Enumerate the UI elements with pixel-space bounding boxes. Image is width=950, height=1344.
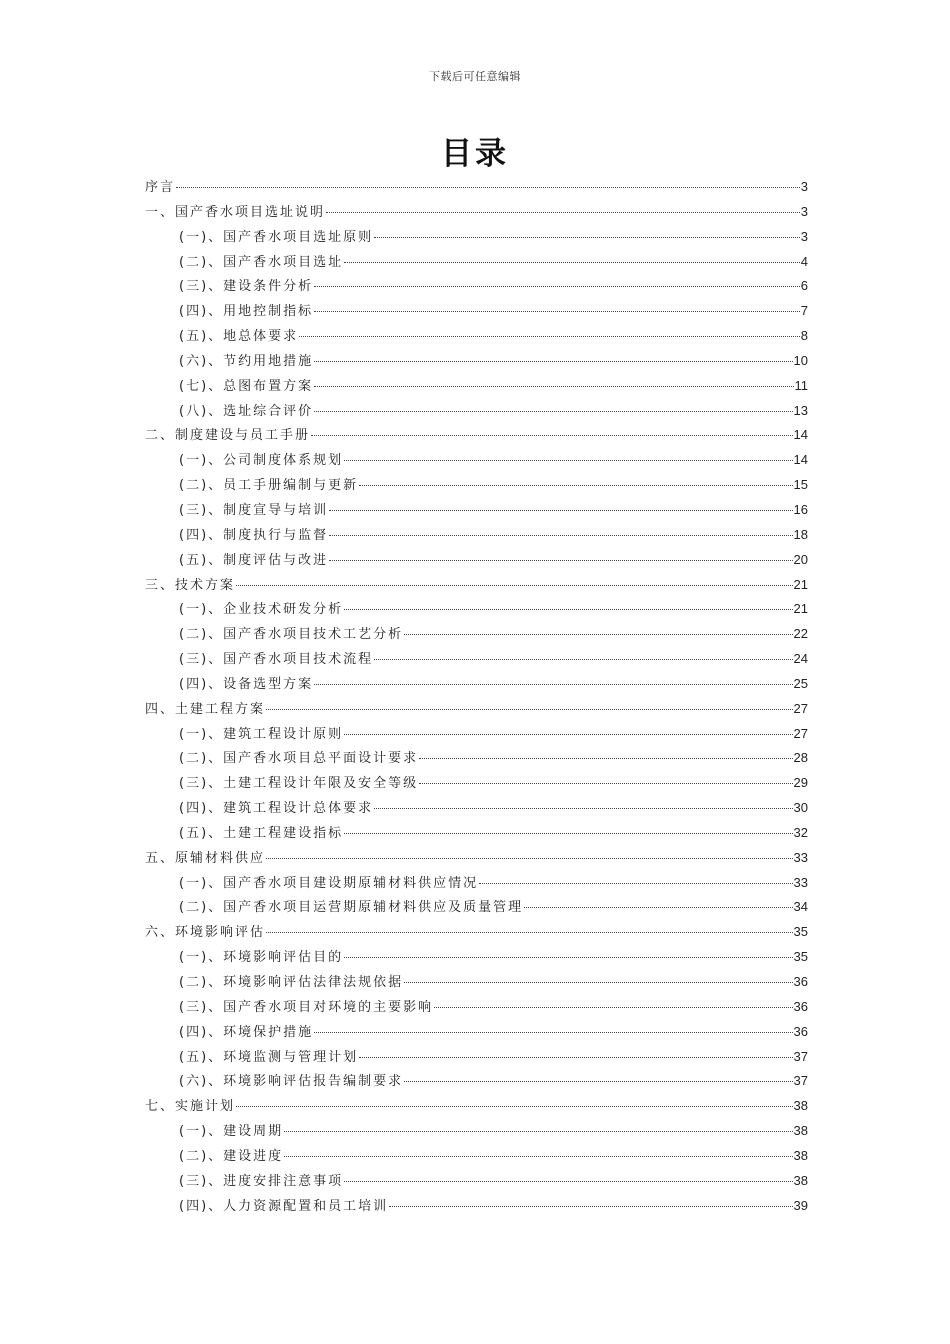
toc-section-entry[interactable] xyxy=(145,324,808,349)
toc-entry-page-number: 3 xyxy=(800,179,808,194)
toc-section-entry[interactable] xyxy=(145,448,808,473)
toc-entry-label: (四)、建筑工程设计总体要求 xyxy=(179,801,374,817)
toc-entry-page-number: 14 xyxy=(793,452,808,468)
toc-section-entry[interactable] xyxy=(145,1069,808,1094)
toc-entry-page-number: 36 xyxy=(793,1023,808,1039)
toc-entry-label: (二)、国产香水项目技术工艺分析 xyxy=(179,627,404,643)
toc-entry-page-number: 18 xyxy=(793,526,808,542)
toc-section-entry[interactable] xyxy=(145,1169,808,1194)
toc-entry-label: (六)、环境影响评估报告编制要求 xyxy=(179,1074,404,1090)
toc-entry-label: (七)、总图布置方案 xyxy=(179,378,314,394)
toc-section-entry[interactable] xyxy=(145,523,808,548)
dot-leader xyxy=(266,932,793,933)
toc-entry-page-number: 8 xyxy=(800,328,808,344)
toc-section-entry[interactable] xyxy=(145,349,808,374)
toc-chapter-entry[interactable] xyxy=(145,697,808,722)
toc-entry-label: (四)、制度执行与监督 xyxy=(179,527,329,543)
dot-leader xyxy=(266,858,793,859)
toc-entry-label: (三)、建设条件分析 xyxy=(179,279,314,295)
dot-leader xyxy=(314,311,800,312)
toc-chapter-entry[interactable] xyxy=(145,920,808,945)
toc-chapter-entry[interactable] xyxy=(145,423,808,448)
toc-entry-page-number: 13 xyxy=(793,402,808,418)
header-note: 下载后可任意编辑 xyxy=(429,70,521,83)
dot-leader xyxy=(374,237,800,238)
toc-section-entry[interactable] xyxy=(145,821,808,846)
toc-section-entry[interactable] xyxy=(145,647,808,672)
toc-entry-label: (五)、环境监测与管理计划 xyxy=(179,1049,359,1065)
toc-entry-label: (四)、用地控制指标 xyxy=(179,304,314,320)
toc-entry-page-number: 33 xyxy=(793,874,808,890)
toc-entry-label: 三、技术方案 xyxy=(145,577,236,593)
toc-entry-page-number: 32 xyxy=(793,824,808,840)
dot-leader xyxy=(314,361,792,362)
toc-entry-label: 一、国产香水项目选址说明 xyxy=(145,204,326,220)
toc-section-entry[interactable] xyxy=(145,1020,808,1045)
dot-leader xyxy=(419,758,792,759)
toc-entry-page-number: 38 xyxy=(793,1172,808,1188)
dot-leader xyxy=(419,783,792,784)
toc-section-entry[interactable] xyxy=(145,771,808,796)
toc-entry-page-number: 4 xyxy=(800,253,808,269)
dot-leader xyxy=(299,336,800,337)
toc-section-entry[interactable] xyxy=(145,299,808,324)
toc-entry-label: 四、土建工程方案 xyxy=(145,701,266,717)
toc-entry-label: (五)、制度评估与改进 xyxy=(179,552,329,568)
toc-section-entry[interactable] xyxy=(145,1194,808,1219)
dot-leader xyxy=(404,634,792,635)
toc-entry-page-number: 6 xyxy=(800,278,808,294)
toc-chapter-entry[interactable] xyxy=(145,573,808,598)
toc-entry-label: (三)、制度宣导与培训 xyxy=(179,502,329,518)
toc-entry-label: (一)、公司制度体系规划 xyxy=(179,453,344,469)
toc-chapter-entry[interactable] xyxy=(145,1094,808,1119)
toc-entry-label: (一)、建设周期 xyxy=(179,1124,284,1140)
toc-section-entry[interactable] xyxy=(145,274,808,299)
dot-leader xyxy=(314,1032,792,1033)
dot-leader xyxy=(344,734,792,735)
toc-entry-label: (三)、进度安排注意事项 xyxy=(179,1173,344,1189)
toc-entry-page-number: 34 xyxy=(793,899,808,915)
toc-entry-label: (五)、地总体要求 xyxy=(179,329,299,345)
toc-section-entry[interactable] xyxy=(145,1045,808,1070)
toc-section-entry[interactable] xyxy=(145,746,808,771)
toc-entry-page-number: 28 xyxy=(793,750,808,766)
toc-section-entry[interactable] xyxy=(145,597,808,622)
toc-entry-label: (三)、国产香水项目技术流程 xyxy=(179,652,374,668)
toc-entry-label: (八)、选址综合评价 xyxy=(179,403,314,419)
toc-entry-label: (二)、国产香水项目总平面设计要求 xyxy=(179,751,419,767)
toc-section-entry[interactable] xyxy=(145,722,808,747)
dot-leader xyxy=(284,1131,792,1132)
dot-leader xyxy=(329,535,792,536)
toc-entry-page-number: 29 xyxy=(793,775,808,791)
toc-section-entry[interactable] xyxy=(145,871,808,896)
toc-entry-label: (四)、设备选型方案 xyxy=(179,676,314,692)
toc-entry-label: (四)、环境保护措施 xyxy=(179,1024,314,1040)
toc-entry-page-number: 27 xyxy=(793,700,808,716)
toc-entry-label: 序言 xyxy=(145,180,176,195)
toc-section-entry[interactable] xyxy=(145,250,808,275)
toc-entry-page-number: 3 xyxy=(800,203,808,219)
dot-leader xyxy=(344,1181,792,1182)
toc-section-entry[interactable] xyxy=(145,672,808,697)
toc-section-entry[interactable] xyxy=(145,895,808,920)
toc-entry-label: 六、环境影响评估 xyxy=(145,925,266,941)
dot-leader xyxy=(311,435,793,436)
toc-entry-page-number: 36 xyxy=(793,998,808,1014)
toc-entry-label: 二、制度建设与员工手册 xyxy=(145,428,311,444)
toc-entry-page-number: 39 xyxy=(793,1197,808,1213)
dot-leader xyxy=(329,510,792,511)
toc-entry-label: 七、实施计划 xyxy=(145,1099,236,1115)
dot-leader xyxy=(344,833,792,834)
toc-chapter-entry[interactable] xyxy=(145,200,808,225)
dot-leader xyxy=(374,808,792,809)
toc-entry-label: (二)、国产香水项目运营期原辅材料供应及质量管理 xyxy=(179,900,524,916)
toc-entry-label: (一)、建筑工程设计原则 xyxy=(179,726,344,742)
toc-section-entry[interactable] xyxy=(145,399,808,424)
toc-entry-page-number: 38 xyxy=(793,1147,808,1163)
toc-entry-page-number: 35 xyxy=(793,924,808,940)
dot-leader xyxy=(314,286,800,287)
toc-entry-label: (一)、环境影响评估目的 xyxy=(179,950,344,966)
dot-leader xyxy=(404,1081,792,1082)
toc-entry-page-number: 37 xyxy=(793,1048,808,1064)
dot-leader xyxy=(314,386,793,387)
dot-leader xyxy=(374,659,792,660)
table-of-contents xyxy=(145,175,808,1218)
dot-leader xyxy=(314,684,792,685)
toc-section-entry[interactable] xyxy=(145,796,808,821)
toc-entry-label: (二)、员工手册编制与更新 xyxy=(179,478,359,494)
toc-section-entry[interactable] xyxy=(145,473,808,498)
dot-leader xyxy=(284,1156,792,1157)
toc-section-entry[interactable] xyxy=(145,945,808,970)
toc-chapter-entry[interactable] xyxy=(145,175,808,200)
toc-entry-page-number: 38 xyxy=(793,1098,808,1114)
toc-entry-page-number: 21 xyxy=(793,601,808,617)
dot-leader xyxy=(266,709,793,710)
dot-leader xyxy=(344,609,792,610)
toc-entry-label: (一)、国产香水项目建设期原辅材料供应情况 xyxy=(179,875,479,891)
toc-entry-page-number: 30 xyxy=(793,800,808,816)
toc-entry-label: (二)、国产香水项目选址 xyxy=(179,254,344,270)
dot-leader xyxy=(434,1007,792,1008)
dot-leader xyxy=(344,460,792,461)
toc-entry-page-number: 16 xyxy=(793,501,808,517)
toc-entry-page-number: 24 xyxy=(793,651,808,667)
toc-section-entry[interactable] xyxy=(145,995,808,1020)
toc-section-entry[interactable] xyxy=(145,225,808,250)
dot-leader xyxy=(479,883,792,884)
toc-section-entry[interactable] xyxy=(145,622,808,647)
dot-leader xyxy=(344,957,792,958)
toc-entry-page-number: 20 xyxy=(793,551,808,567)
toc-entry-label: (五)、土建工程建设指标 xyxy=(179,825,344,841)
toc-entry-page-number: 25 xyxy=(793,675,808,691)
toc-section-entry[interactable] xyxy=(145,970,808,995)
toc-entry-label: (二)、环境影响评估法律法规依据 xyxy=(179,975,404,990)
dot-leader xyxy=(236,1106,793,1107)
toc-section-entry[interactable] xyxy=(145,1144,808,1169)
dot-leader xyxy=(236,585,793,586)
toc-entry-label: (六)、节约用地措施 xyxy=(179,353,314,369)
dot-leader xyxy=(176,187,800,188)
toc-entry-page-number: 7 xyxy=(800,303,808,319)
toc-entry-page-number: 21 xyxy=(793,576,808,592)
toc-entry-page-number: 33 xyxy=(793,849,808,865)
toc-entry-page-number: 3 xyxy=(800,228,808,244)
toc-entry-label: (一)、国产香水项目选址原则 xyxy=(179,229,374,245)
dot-leader xyxy=(344,262,800,263)
toc-entry-label: (三)、国产香水项目对环境的主要影响 xyxy=(179,999,434,1015)
toc-chapter-entry[interactable] xyxy=(145,846,808,871)
toc-entry-page-number: 27 xyxy=(793,725,808,741)
toc-entry-label: (三)、土建工程设计年限及安全等级 xyxy=(179,776,419,792)
toc-entry-page-number: 10 xyxy=(793,352,808,368)
toc-entry-page-number: 15 xyxy=(793,477,808,493)
toc-entry-page-number: 37 xyxy=(793,1073,808,1089)
dot-leader xyxy=(359,1057,792,1058)
toc-entry-page-number: 14 xyxy=(793,427,808,443)
toc-entry-page-number: 11 xyxy=(794,377,808,393)
dot-leader xyxy=(524,907,792,908)
toc-entry-label: (二)、建设进度 xyxy=(179,1148,284,1164)
dot-leader xyxy=(314,411,792,412)
dot-leader xyxy=(326,212,800,213)
toc-section-entry[interactable] xyxy=(145,498,808,523)
toc-entry-label: 五、原辅材料供应 xyxy=(145,850,266,866)
page-title: 目录 xyxy=(441,136,509,172)
dot-leader xyxy=(329,560,792,561)
dot-leader xyxy=(404,982,792,983)
toc-entry-page-number: 22 xyxy=(793,626,808,642)
toc-section-entry[interactable] xyxy=(145,1119,808,1144)
toc-entry-label: (一)、企业技术研发分析 xyxy=(179,602,344,618)
toc-entry-page-number: 38 xyxy=(793,1123,808,1139)
dot-leader xyxy=(389,1206,792,1207)
toc-entry-label: (四)、人力资源配置和员工培训 xyxy=(179,1198,389,1214)
toc-entry-page-number: 35 xyxy=(793,949,808,965)
toc-section-entry[interactable] xyxy=(145,548,808,573)
toc-entry-page-number: 36 xyxy=(793,974,808,989)
dot-leader xyxy=(359,485,792,486)
toc-section-entry[interactable] xyxy=(145,374,808,399)
